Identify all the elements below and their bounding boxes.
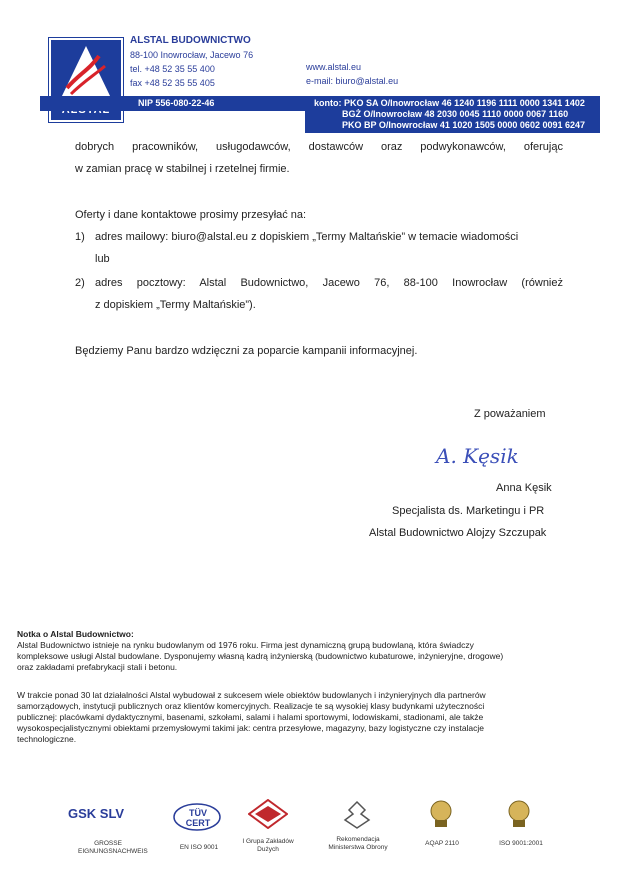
- handwritten-signature: A. Kęsik: [436, 444, 519, 468]
- company-address: 88-100 Inowrocław, Jacewo 76: [130, 50, 254, 60]
- bank-account-1: konto: PKO SA O/Inowrocław 46 1240 1196 1111 0000 1341 1402: [314, 98, 585, 108]
- note-p2-line: publicznej: placówkami dydaktycznymi, basenami, szkołami, salami i halami sportowymi, lodowiskami, stadionami, ale także: [17, 712, 484, 722]
- closing: Z poważaniem: [474, 408, 546, 420]
- company-info: [130, 34, 253, 90]
- list-item-2-number: 2): [75, 277, 85, 289]
- cert-label-gsi: GROSSE EIGNUNGSNACHWEIS: [78, 840, 148, 855]
- group-plants-logo: [248, 799, 288, 834]
- aqap-logo: [428, 800, 454, 833]
- note-paragraph-1: [17, 640, 583, 673]
- bank-account-2: BGŻ O/Inowrocław 48 2030 0045 1110 0000 0067 1160: [342, 109, 569, 119]
- note-p1-line: Alstal Budownictwo istnieje na rynku budowlanym od 1976 roku. Firma jest dynamiczną grupą budowlaną, która świadczy: [17, 640, 474, 650]
- note-paragraph-2: [17, 690, 583, 745]
- cert-label-group: I Grupa Zakładów Dużych: [242, 838, 294, 853]
- list-item-1-line-1: adres mailowy: biuro@alstal.eu z dopiskiem „Termy Maltańskie” w temacie wiadomości: [95, 231, 519, 243]
- note-p2-line: wysokospecjalistycznymi obiektami przemysłowymi takimi jak: centra przesyłowe, magazyny, bazy logistyczne czy instalacje: [17, 723, 485, 733]
- company-tel: tel. +48 52 35 55 400: [130, 64, 215, 74]
- cert-label-ministry: Rekomendacja Ministerstwa Obrony: [328, 836, 388, 851]
- company-name: ALSTAL BUDOWNICTWO: [130, 35, 251, 46]
- signer-position: Specjalista ds. Marketingu i PR: [392, 505, 545, 517]
- cert-label-aqap: AQAP 2110: [425, 840, 459, 847]
- list-item-2-line-1: adres pocztowy: Alstal Budownictwo, Jacewo 76, 88-100 Inowrocław (również: [95, 277, 563, 289]
- cert-label-iso: ISO 9001:2001: [499, 840, 543, 847]
- list-item-2-line-2: z dopiskiem „Termy Maltańskie”).: [95, 299, 256, 311]
- tuv-cert-text: TÜV CERT: [185, 808, 211, 828]
- nip-number: NIP 556-080-22-46: [138, 98, 215, 108]
- bank-accounts: [314, 98, 585, 131]
- note-p1-line: kompleksowe usługi Alstal budowlane. Dysponujemy własną kadrą inżynierską (budownictwo kubaturowe, inżynieryjne, drogowe): [17, 651, 504, 661]
- contact-web: [306, 60, 398, 88]
- note-title: Notka o Alstal Budownictwo:: [17, 629, 134, 639]
- ministry-eagle-logo: [343, 800, 371, 835]
- list-item-1-line-2: lub: [95, 253, 110, 265]
- signer-company: Alstal Budownictwo Alojzy Szczupak: [369, 527, 547, 539]
- body-line-2: w zamian pracę w stabilnej i rzetelnej firmie.: [75, 163, 290, 175]
- note-p1-line: oraz zakładami prefabrykacji stali i betonu.: [17, 662, 178, 672]
- company-fax: fax +48 52 35 55 405: [130, 78, 215, 88]
- logo-triangle-icon: [59, 44, 113, 100]
- note-p2-line: W trakcie ponad 30 lat działalności Alstal wybudował z sukcesem wiele obiektów budowlanych i inżynieryjnych dla partnerów: [17, 690, 486, 700]
- bank-account-3: PKO BP O/Inowrocław 41 1020 1505 0000 0602 0091 6247: [342, 120, 585, 130]
- signer-name: Anna Kęsik: [496, 482, 552, 494]
- website-link[interactable]: www.alstal.eu: [306, 62, 362, 72]
- body-line-1: dobrych pracowników, usługodawców, dostawców oraz podwykonawców, oferując: [75, 141, 563, 153]
- note-p2-line: technologiczne.: [17, 734, 77, 744]
- iso-2001-logo: [506, 800, 532, 833]
- thanks-line: Będziemy Panu bardzo wdzięczni za poparcie kampanii informacyjnej.: [75, 345, 418, 357]
- note-p2-line: samorządowych, instytucji publicznych oraz klientów komercyjnych. Realizacje te są wysokiej klasy budynkami użyteczności: [17, 701, 485, 711]
- cert-label-tuv: EN ISO 9001: [179, 844, 219, 851]
- list-item-1-number: 1): [75, 231, 85, 243]
- gsi-slv-logo: GSK SLV: [68, 806, 125, 821]
- email-link[interactable]: e-mail: biuro@alstal.eu: [306, 76, 399, 86]
- offers-intro: Oferty i dane kontaktowe prosimy przesyłać na:: [75, 209, 307, 221]
